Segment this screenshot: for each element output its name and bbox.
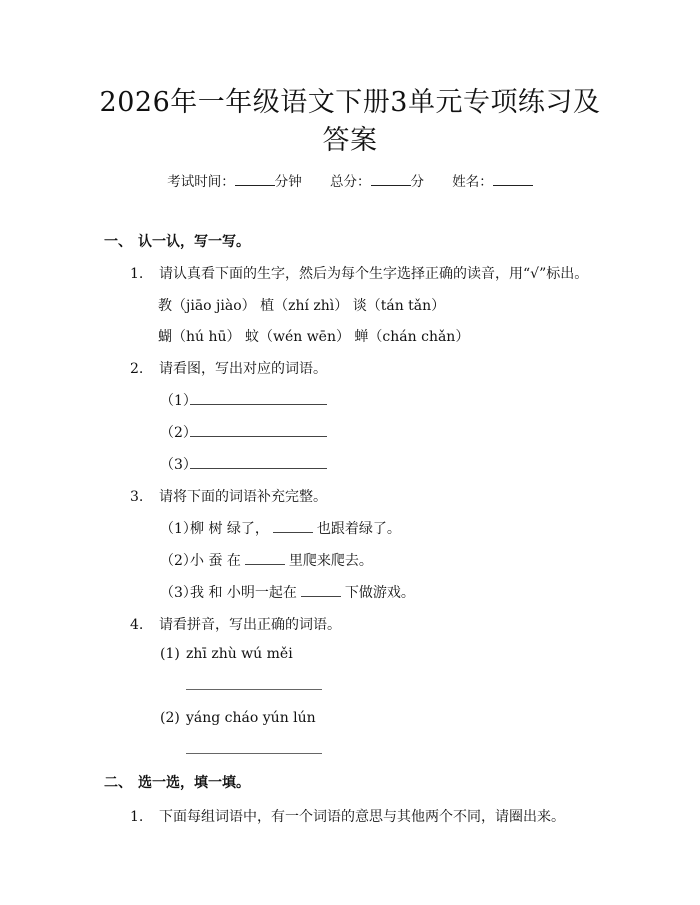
page-title: 2026年一年级语文下册3单元专项练习及答案 — [99, 87, 601, 156]
pinyin-item — [160, 710, 316, 726]
sentence-after: 下做游戏。 — [344, 585, 415, 601]
name-label: 姓名： — [452, 174, 493, 190]
answer-line[interactable] — [186, 753, 322, 754]
exam-meta — [0, 170, 700, 190]
answer-line-item — [160, 422, 327, 442]
answer-blank[interactable] — [190, 454, 327, 469]
section-number: 一、 — [104, 234, 132, 250]
question-text: 请看拼音，写出正确的词语。 — [159, 617, 341, 633]
sentence-after: 里爬来爬去。 — [288, 553, 373, 569]
time-unit: 分钟 — [274, 174, 302, 190]
sentence-before: 柳 树 绿了， — [190, 521, 269, 537]
answer-blank[interactable] — [190, 422, 327, 437]
time-blank[interactable] — [235, 173, 275, 186]
fill-in-item — [160, 582, 415, 602]
fill-blank[interactable] — [301, 584, 341, 597]
section-heading-1 — [104, 231, 250, 251]
item-label: （1） — [160, 393, 197, 409]
question-1-1 — [130, 263, 588, 283]
section-title: 选一选，填一填。 — [138, 775, 250, 791]
total-score — [330, 174, 424, 190]
question-text: 请看图，写出对应的词语。 — [159, 361, 327, 377]
answer-line-item — [160, 454, 327, 474]
question-1-2 — [130, 358, 327, 378]
item-label: （2） — [160, 425, 197, 441]
student-name — [452, 174, 533, 190]
question-number: 3. — [130, 489, 144, 505]
pinyin-choice-row-2[interactable]: 蝴（hú hū） 蚊（wén wēn） 蝉（chán chǎn） — [158, 329, 470, 345]
answer-blank[interactable] — [190, 390, 327, 405]
item-label: （2） — [160, 553, 197, 569]
score-label: 总分： — [330, 174, 371, 190]
fill-blank[interactable] — [273, 520, 313, 533]
question-1-4 — [130, 614, 341, 634]
answer-line-item — [160, 390, 327, 410]
fill-in-item — [160, 518, 401, 538]
name-blank[interactable] — [493, 173, 533, 186]
question-1-3 — [130, 486, 327, 506]
pinyin-choice-row-1[interactable]: 教（jiāo jiào） 植（zhí zhì） 谈（tán tǎn） — [158, 298, 446, 314]
sentence-before: 小 蚕 在 — [190, 553, 241, 569]
fill-blank[interactable] — [245, 552, 285, 565]
question-number: 4. — [130, 617, 144, 633]
pinyin-text: yáng cháo yún lún — [186, 710, 316, 726]
item-label: (2) — [160, 710, 180, 726]
item-label: （3） — [160, 457, 197, 473]
item-label: （1） — [160, 521, 197, 537]
section-number: 二、 — [104, 775, 132, 791]
question-text: 请将下面的词语补充完整。 — [159, 489, 327, 505]
sentence-after: 也跟着绿了。 — [316, 521, 401, 537]
question-number: 1. — [130, 266, 144, 282]
question-number: 1. — [130, 809, 144, 825]
score-unit: 分 — [410, 174, 424, 190]
sentence-before: 我 和 小明一起在 — [190, 585, 297, 601]
pinyin-text: zhī zhù wú měi — [186, 646, 293, 662]
question-2-1 — [130, 806, 565, 826]
time-label: 考试时间： — [167, 174, 235, 190]
score-blank[interactable] — [371, 173, 411, 186]
section-title: 认一认，写一写。 — [138, 234, 250, 250]
exam-time — [167, 174, 302, 190]
question-text: 请认真看下面的生字，然后为每个生字选择正确的读音，用“√”标出。 — [159, 266, 589, 282]
question-number: 2. — [130, 361, 144, 377]
item-label: (1) — [160, 646, 180, 662]
section-heading-2 — [104, 772, 250, 792]
answer-line[interactable] — [186, 689, 322, 690]
item-label: （3） — [160, 585, 197, 601]
question-text: 下面每组词语中，有一个词语的意思与其他两个不同，请圈出来。 — [159, 809, 565, 825]
fill-in-item — [160, 550, 373, 570]
pinyin-item — [160, 646, 293, 662]
